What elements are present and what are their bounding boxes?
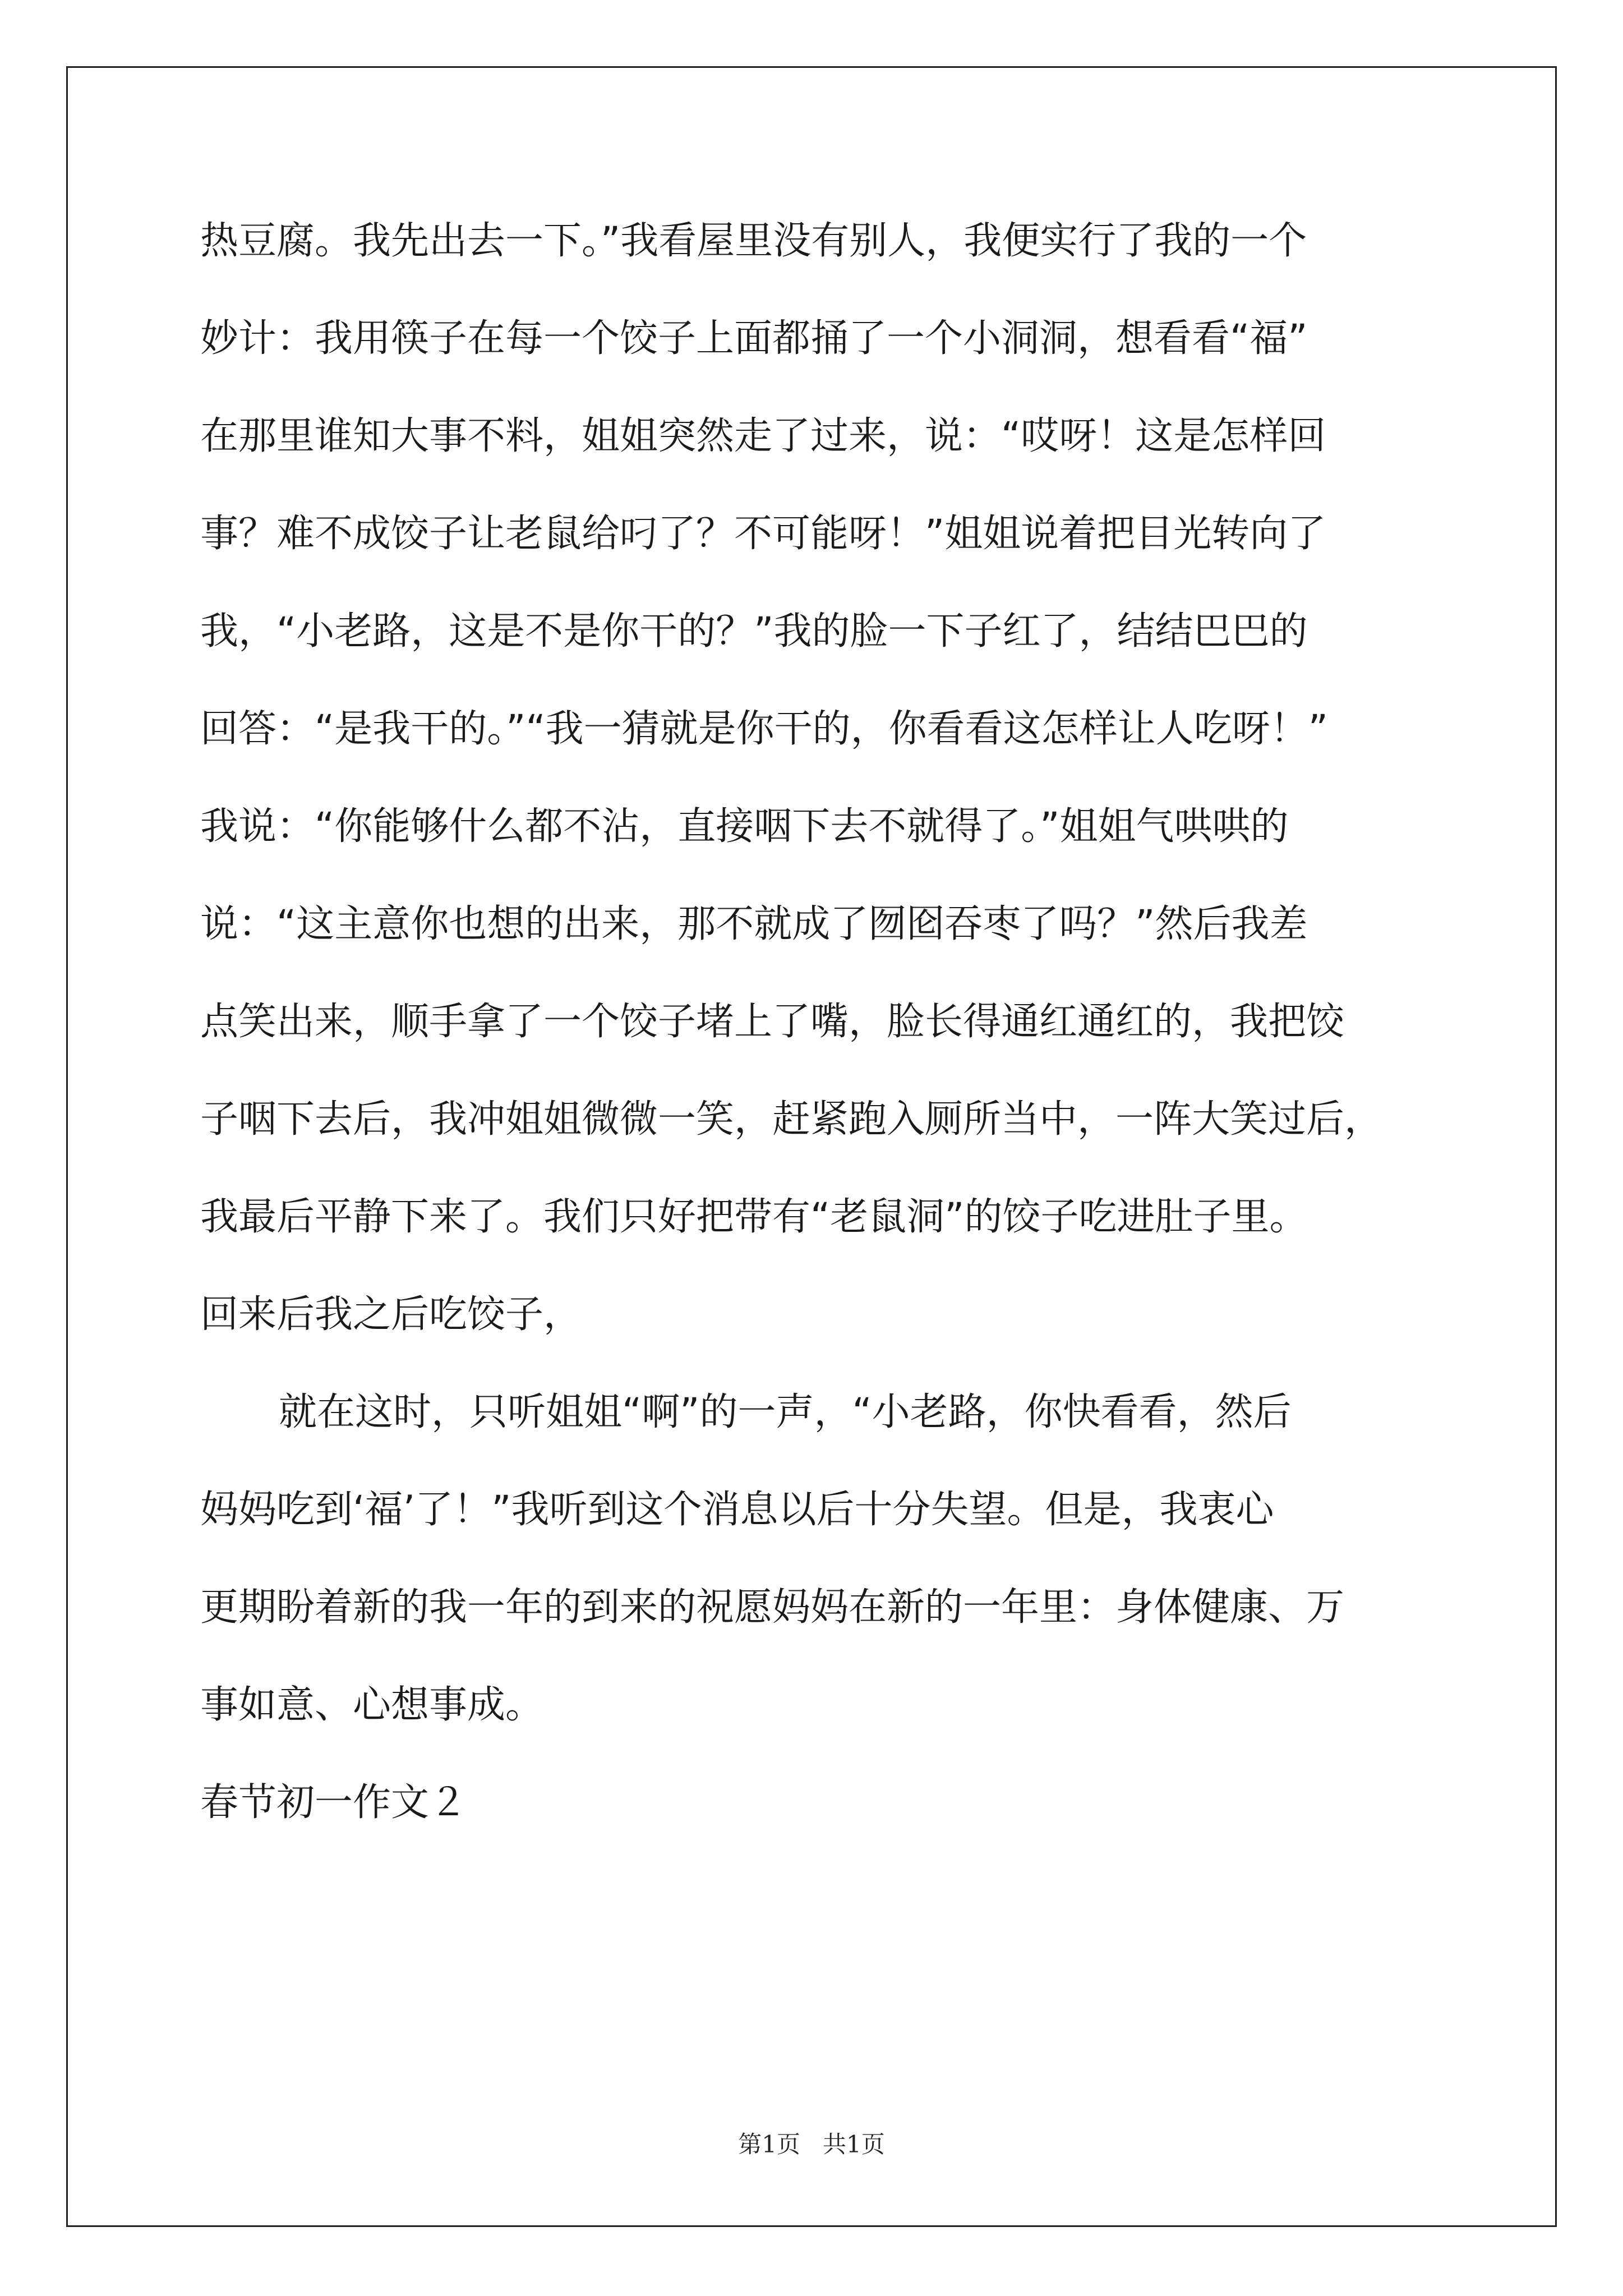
text-line: 事如意、心想事成。 bbox=[200, 1683, 544, 1727]
document-body bbox=[200, 219, 1434, 1878]
text-line: 我说：“你能够什么都不沾，直接咽下去不就得了。”姐姐气哄哄的 bbox=[200, 804, 1289, 849]
text-line: 热豆腐。我先出去一下。”我看屋里没有别人，我便实行了我的一个 bbox=[200, 219, 1307, 263]
text-line: 妙计：我用筷子在每一个饺子上面都捅了一个小洞洞，想看看“福” bbox=[200, 316, 1308, 361]
section-heading: 春节初一作文２ bbox=[200, 1780, 468, 1825]
text-line: 更期盼着新的我一年的到来的祝愿妈妈在新的一年里：身体健康、万 bbox=[200, 1585, 1345, 1630]
text-line: 子咽下去后，我冲姐姐微微一笑，赶紧跑入厕所当中，一阵大笑过后， bbox=[200, 1097, 1383, 1142]
text-line: 回来后我之后吃饺子， bbox=[200, 1292, 582, 1337]
text-line: 事？难不成饺子让老鼠给叼了？不可能呀！”姐姐说着把目光转向了 bbox=[200, 512, 1326, 556]
page-total: 共1页 bbox=[823, 2131, 885, 2158]
page-number: 第1页 bbox=[738, 2131, 800, 2158]
text-line: 我，“小老路，这是不是你干的？”我的脸一下子红了，结结巴巴的 bbox=[200, 609, 1308, 654]
paragraph-start-line: 就在这时，只听姐姐“啊”的一声，“小老路，你快看看，然后 bbox=[279, 1390, 1292, 1434]
text-line: 回答：“是我干的。”“我一猜就是你干的，你看看这怎样让人吃呀！” bbox=[200, 707, 1328, 751]
text-line: 在那里谁知大事不料，姐姐突然走了过来，说：“哎呀！这是怎样回 bbox=[200, 414, 1326, 458]
text-line: 妈妈吃到‘福’了！”我听到这个消息以后十分失望。但是，我衷心 bbox=[200, 1488, 1274, 1532]
text-line: 点笑出来，顺手拿了一个饺子堵上了嘴，脸长得通红通红的，我把饺 bbox=[200, 1000, 1345, 1044]
text-line: 说：“这主意你也想的出来，那不就成了囫囵吞枣了吗？”然后我差 bbox=[200, 902, 1308, 946]
page-footer bbox=[0, 2126, 1623, 2160]
text-line: 我最后平静下来了。我们只好把带有“老鼠洞”的饺子吃进肚子里。 bbox=[200, 1195, 1308, 1239]
